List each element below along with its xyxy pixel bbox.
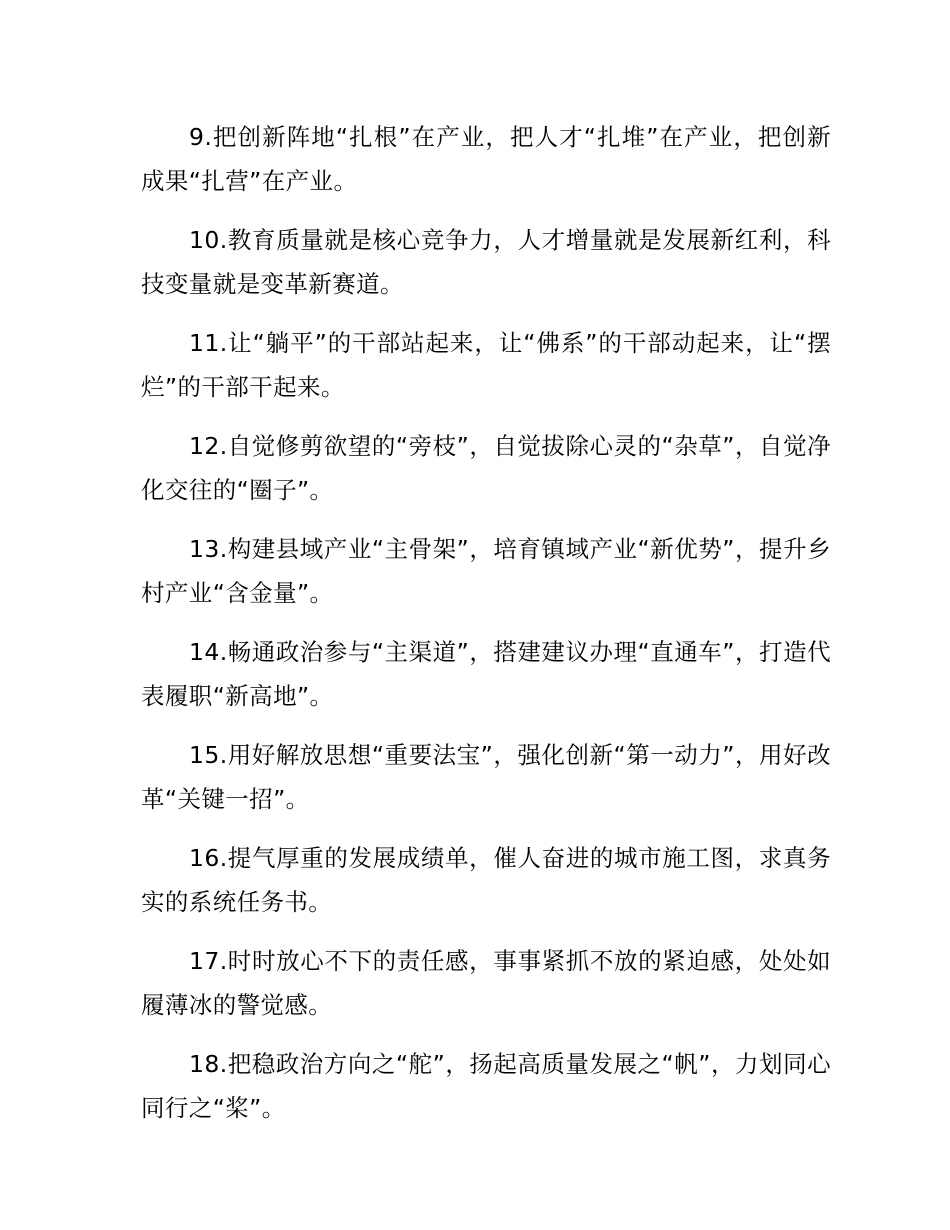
list-item: 14.畅通政治参与“主渠道”，搭建建议办理“直通车”，打造代表履职“新高地”。 — [141, 638, 831, 710]
list-item: 10.教育质量就是核心竞争力，人才增量就是发展新红利，科技变量就是变革新赛道。 — [141, 226, 831, 298]
document-body — [141, 115, 831, 1145]
list-item: 15.用好解放思想“重要法宝”，强化创新“第一动力”，用好改革“关键一招”。 — [141, 741, 831, 813]
list-item: 11.让“躺平”的干部站起来，让“佛系”的干部动起来，让“摆烂”的干部干起来。 — [141, 329, 831, 401]
list-item: 16.提气厚重的发展成绩单，催人奋进的城市施工图，求真务实的系统任务书。 — [141, 844, 831, 916]
list-item: 13.构建县域产业“主骨架”，培育镇域产业“新优势”，提升乡村产业“含金量”。 — [141, 535, 831, 607]
list-item: 9.把创新阵地“扎根”在产业，把人才“扎堆”在产业，把创新成果“扎营”在产业。 — [141, 123, 831, 195]
list-item: 17.时时放心不下的责任感，事事紧抓不放的紧迫感，处处如履薄冰的警觉感。 — [141, 947, 831, 1019]
list-item: 12.自觉修剪欲望的“旁枝”，自觉拔除心灵的“杂草”，自觉净化交往的“圈子”。 — [141, 432, 831, 504]
list-item: 18.把稳政治方向之“舵”，扬起高质量发展之“帆”，力划同心同行之“桨”。 — [141, 1050, 831, 1122]
